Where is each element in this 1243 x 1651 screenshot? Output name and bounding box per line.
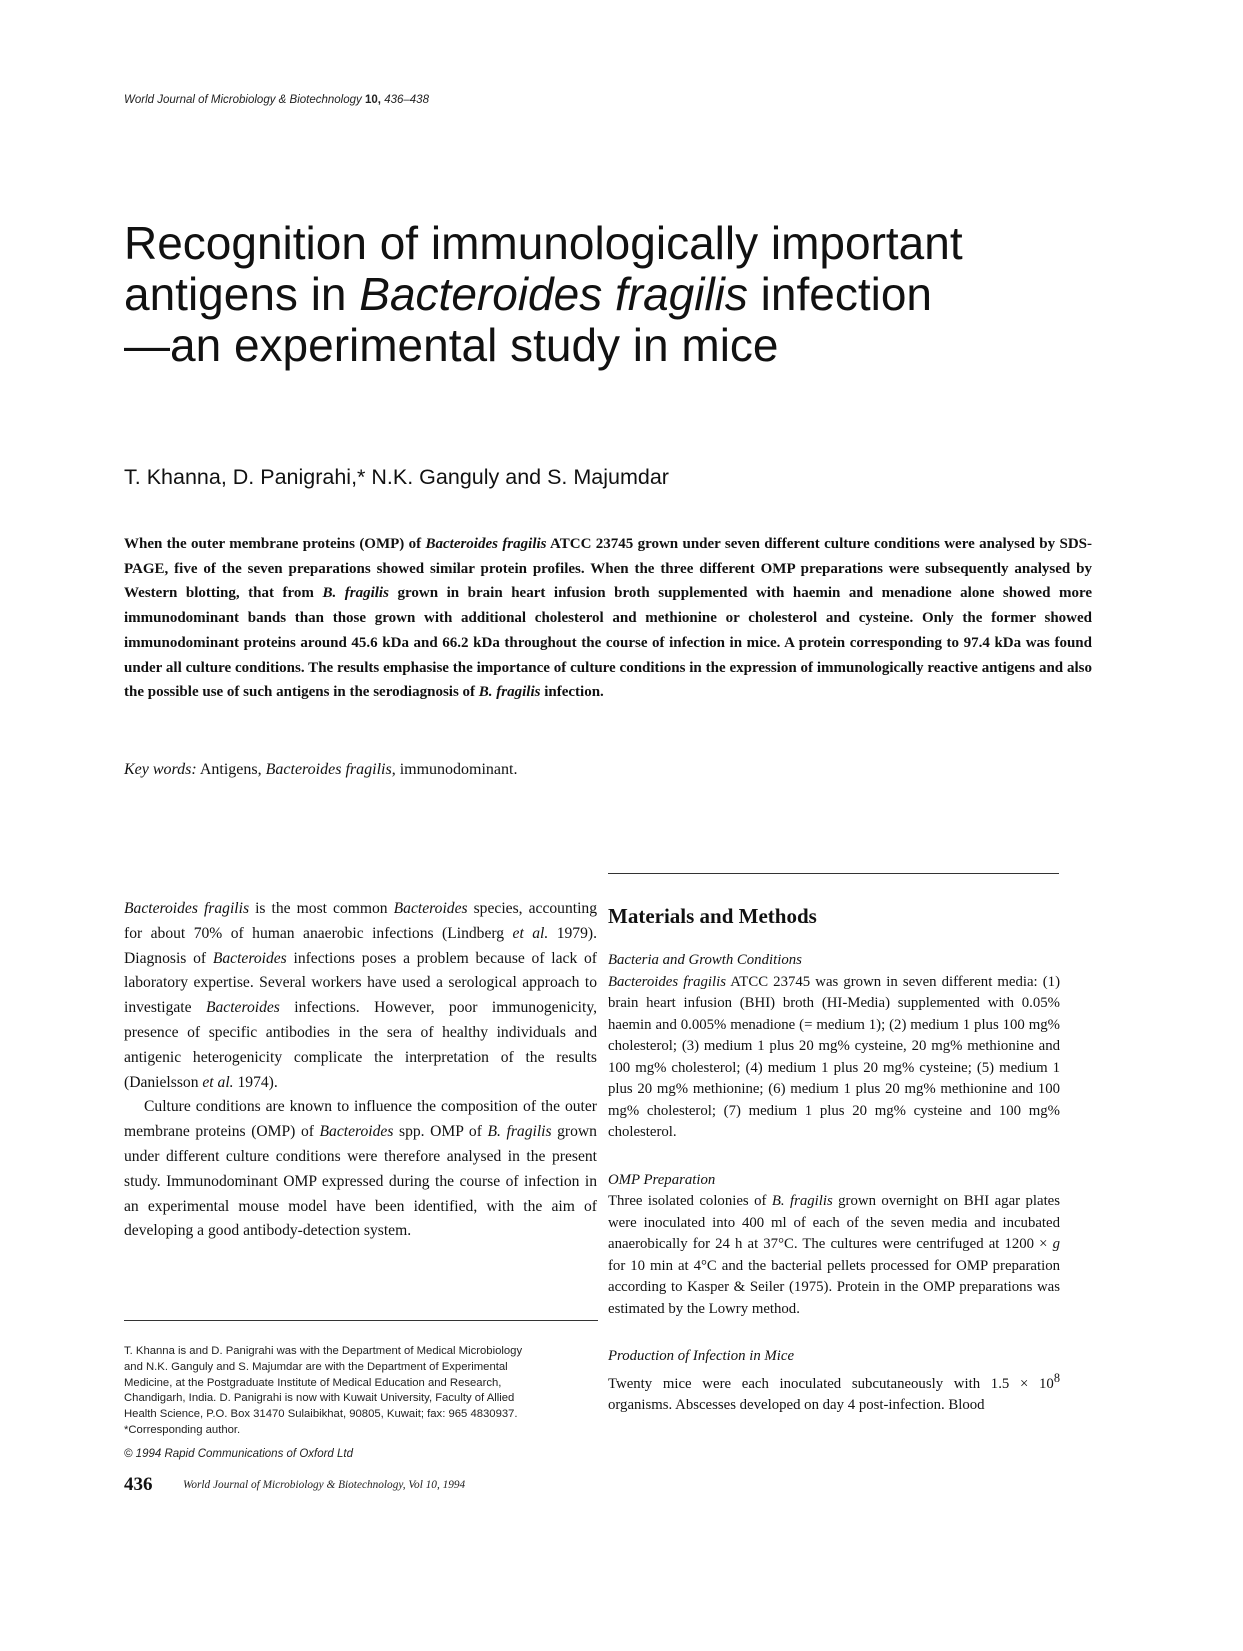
intro-italic: Bacteroides (319, 1123, 394, 1141)
footnote-divider (124, 1320, 598, 1321)
section-divider (608, 873, 1059, 874)
title-line-1: Recognition of immunologically important (124, 217, 963, 269)
methods-paragraph-omp (608, 1191, 1060, 1320)
methods-superscript: 8 (1053, 1370, 1060, 1385)
abstract-text: ATCC 23745 grown under seven different culture conditions were analysed by SDS-PAGE, five of the seven preparations showed similar protein profiles. When the three different OMP preparations were subsequently analysed by Western blotting, that from (124, 536, 1092, 602)
abstract (124, 532, 1092, 705)
copyright-notice: © 1994 Rapid Communications of Oxford Ltd (124, 1448, 354, 1460)
intro-paragraph-2 (124, 1095, 597, 1244)
methods-italic: g (1052, 1236, 1060, 1252)
key-words-text: , immunodominant. (391, 761, 518, 778)
intro-text: infections poses a problem because of lack of laboratory expertise. Several workers have used a serological approach to investigate (124, 949, 597, 1017)
methods-text: Three isolated colonies of (608, 1193, 772, 1209)
title-text: infection (747, 268, 933, 320)
methods-text: grown overnight on BHI agar plates were inoculated into 400 ml of each of the seven media and incubated anaerobically for 24 h at 37°C. The cultures were centrifuged at 1200 × (608, 1193, 1061, 1252)
abstract-species: B. fragilis (478, 684, 541, 701)
intro-text: 1979). Diagnosis of (124, 924, 597, 967)
section-heading-materials-methods: Materials and Methods (608, 904, 817, 928)
title-species: Bacteroides fragilis (359, 268, 748, 320)
footnote-line: Health Science, P.O. Box 31470 Sulaibikhat, 90805, Kuwait; fax: 965 4830937. (124, 1408, 518, 1421)
footnote-line: Medicine, at the Postgraduate Institute of Medical Education and Research, (124, 1376, 502, 1389)
subheading-infection-mice: Production of Infection in Mice (608, 1348, 795, 1364)
title-text: antigens in (124, 268, 360, 320)
methods-text: ATCC 23745 was grown in seven different media: (1) brain heart infusion (BHI) broth (HI-Media) supplemented with 0.05% haemin and 0.005% menadione (= medium 1); (2) medium 1 plus 100 mg% cholesterol; (3) medium 1 plus 20 mg% cysteine, 20 mg% methionine and 100 mg% cholesterol; (4) medium 1 plus 20 mg% cysteine; (5) medium 1 plus 20 mg% methionine; (6) medium 1 plus 20 mg% methionine and 100 mg% cholesterol; (7) medium 1 plus 20 mg% cysteine and 100 mg% cholesterol. (608, 973, 1060, 1140)
intro-text: Culture conditions are known to influence the composition of the outer membrane proteins (OMP) of (124, 1098, 597, 1141)
methods-italic: B. fragilis (771, 1193, 833, 1209)
intro-text: is the most common (249, 900, 394, 917)
page-number: 436 (124, 1474, 153, 1495)
key-words-text: Antigens, (196, 761, 266, 778)
subheading-omp-preparation: OMP Preparation (608, 1171, 716, 1188)
footnote-line: and N.K. Ganguly and S. Majumdar are with the Department of Experimental (124, 1360, 508, 1373)
intro-italic: Bacteroides fragilis (124, 900, 250, 917)
abstract-text: grown in brain heart infusion broth supplemented with haemin and menadione alone showed more immunodominant bands than those grown with additional cholesterol and methionine or cholesterol and cysteine. Only the former showed immunodominant proteins around 45.6 kDa and 66.2 kDa throughout the course of infection in mice. A protein corresponding to 97.4 kDa was found under all culture conditions. The results emphasise the importance of culture conditions in the expression of immunologically reactive antigens and also the possible use of such antigens in the serodiagnosis of (124, 585, 1092, 701)
intro-italic: et al. (202, 1073, 234, 1091)
footer-journal-citation: World Journal of Microbiology & Biotechnology, Vol 10, 1994 (183, 1479, 466, 1491)
abstract-text: infection. (540, 684, 604, 701)
methods-italic: Bacteroides fragilis (608, 973, 726, 990)
methods-text: Twenty mice were each inoculated subcutaneously with 1.5 × 10 (608, 1375, 1054, 1392)
key-words (124, 761, 517, 779)
subheading-bacteria-growth: Bacteria and Growth Conditions (608, 952, 802, 968)
journal-pages: 436–438 (384, 94, 429, 106)
footnote-line: *Corresponding author. (124, 1423, 241, 1436)
footnote-line: Chandigarh, India. D. Panigrahi is now with Kuwait University, Faculty of Allied (124, 1392, 515, 1405)
key-words-label: Key words: (124, 761, 197, 778)
title-line-2 (124, 269, 1084, 320)
methods-column (608, 902, 1060, 1442)
intro-paragraph-1 (124, 897, 597, 1095)
intro-text: grown under different culture conditions were therefore analysed in the present study. Immunodominant OMP expressed during the course of infection in an experimental mouse model have been identified, with the aim of developing a good antibody-detection system. (124, 1123, 597, 1240)
intro-italic: Bacteroides (393, 900, 468, 917)
intro-italic: et al. (512, 924, 549, 942)
author-list: T. Khanna, D. Panigrahi,* N.K. Ganguly and S. Majumdar (124, 465, 669, 489)
author-affiliation-footnote (124, 1344, 598, 1439)
journal-running-header (124, 94, 429, 106)
intro-text: infections. However, poor immunogenicity, presence of specific antibodies in the sera of healthy individuals and antigenic heterogenicity complicate the interpretation of the results (Danielsson (124, 999, 598, 1091)
intro-text: 1974). (233, 1073, 278, 1091)
intro-italic: B. fragilis (487, 1123, 552, 1141)
methods-text: organisms. Abscesses developed on day 4 post-infection. Blood (608, 1396, 985, 1413)
intro-text: species, accounting for about 70% of human anaerobic infections (Lindberg (124, 900, 598, 942)
abstract-text: When the outer membrane proteins (OMP) of (124, 536, 426, 552)
intro-italic: Bacteroides (212, 949, 287, 967)
abstract-species: B. fragilis (322, 585, 389, 602)
journal-volume: 10, (365, 94, 381, 106)
methods-paragraph-growth (608, 972, 1060, 1144)
methods-text: for 10 min at 4°C and the bacterial pellets processed for OMP preparation according to Kasper & Seiler (1975). Protein in the OMP preparations was estimated by the Lowry method. (608, 1257, 1060, 1317)
key-words-species: Bacteroides fragilis (265, 761, 392, 778)
title-line-3: —an experimental study in mice (124, 319, 779, 371)
abstract-species: Bacteroides fragilis (425, 536, 547, 552)
methods-paragraph-infection (608, 1368, 1060, 1417)
intro-text: spp. OMP of (393, 1123, 488, 1141)
footnote-line: T. Khanna is and D. Panigrahi was with the Department of Medical Microbiology (124, 1345, 523, 1357)
intro-italic: Bacteroides (205, 999, 280, 1017)
introduction-column (124, 897, 597, 1244)
journal-name: World Journal of Microbiology & Biotechnology (124, 94, 362, 106)
article-title (124, 218, 1084, 371)
